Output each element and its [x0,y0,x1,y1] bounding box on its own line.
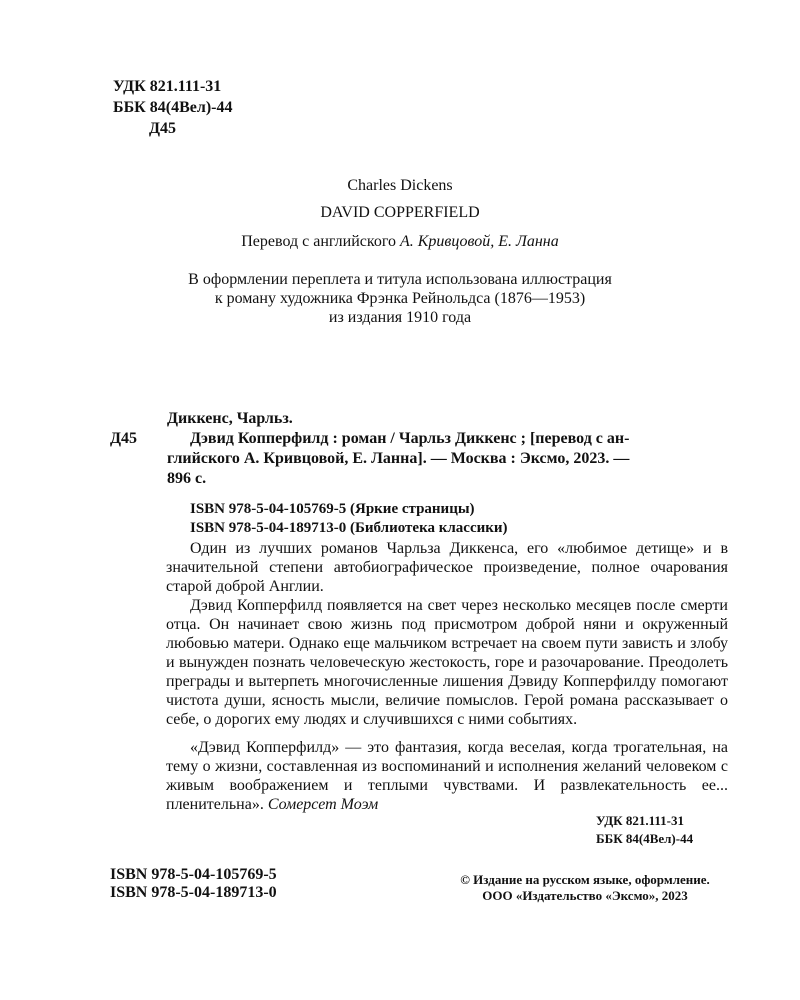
isbn-line: ISBN 978-5-04-105769-5 [110,866,277,883]
copyright [420,872,750,904]
translators: А. Кривцовой, Е. Ланна [399,233,559,250]
card-isbn: ISBN 978-5-04-189713-0 (Библиотека классики) [190,520,508,536]
udk-code: УДК 821.111-31 [113,78,222,95]
annotation-paragraph: Дэвид Копперфилд появляется на свет через несколько месяцев после смерти отца. Он начинает свою жизнь под присмотром доброй няни и окруженный любовью матери. Однако еще мальчиком встречает на своем пути зависть и злобу и вынужден познать человеческую жестокость, горе и разочарование. Преодолеть преграды и вытерпеть многочисленные лишения Дэвиду Копперфилду помогают чистота души, ясность мысли, величие помыслов. Герой романа рассказывает о себе, о дорогих ему людях и случившихся с ними событиях. [166,597,728,728]
translation-credit [0,233,800,251]
card-line: глийского А. Кривцовой, Е. Ланна]. — Москва : Эксмо, 2023. — [167,450,630,467]
original-title: DAVID COPPERFIELD [320,204,480,221]
udk-code: УДК 821.111-31 [596,813,684,828]
illustration-note [0,270,800,327]
isbn-footer [110,866,277,902]
translation-prefix: Перевод с английского [241,233,396,250]
bbk-code: ББК 84(4Вел)-44 [113,99,233,116]
card-mark: Д45 [110,430,138,447]
quote-text: «Дэвид Копперфилд» — это фантазия, когда веселая, когда трогательная, на тему о жизни, составленная из воспоминаний и исполнения желаний человеком с живым воображением и теплыми чувствами. И развлекательность ее... пленительна». [166,739,728,813]
card-heading: Диккенс, Чарльз. [167,410,293,427]
card-line: 896 с. [167,470,207,487]
catalog-card [110,409,738,538]
annotation [166,539,728,729]
illustration-line: из издания 1910 года [328,309,472,326]
isbn-line: ISBN 978-5-04-189713-0 [110,884,277,901]
quote-block [166,738,728,814]
illustration-line: к роману художника Фрэнка Рейнольдса (1876—1953) [214,290,586,307]
original-author: Charles Dickens [347,177,453,194]
annotation-paragraph: Один из лучших романов Чарльза Диккенса, его «любимое детище» и в значительной степени автобиографическое произведение, полное очарования старой доброй Англии. [166,540,728,595]
author-mark: Д45 [149,120,177,137]
card-line: Дэвид Копперфилд : роман / Чарльз Диккенс ; [перевод с ан- [190,430,630,447]
copyright-line: ООО «Издательство «Эксмо», 2023 [482,888,688,903]
udk-footer [596,812,693,848]
quote-author: Сомерсет Моэм [267,796,379,813]
bbk-code: ББК 84(4Вел)-44 [596,831,694,846]
copyright-line: © Издание на русском языке, оформление. [460,872,710,887]
illustration-line: В оформлении переплета и титула использована иллюстрация [188,271,612,288]
udk-header [113,76,233,139]
card-isbn: ISBN 978-5-04-105769-5 (Яркие страницы) [190,501,475,517]
quote-paragraph [166,738,728,814]
